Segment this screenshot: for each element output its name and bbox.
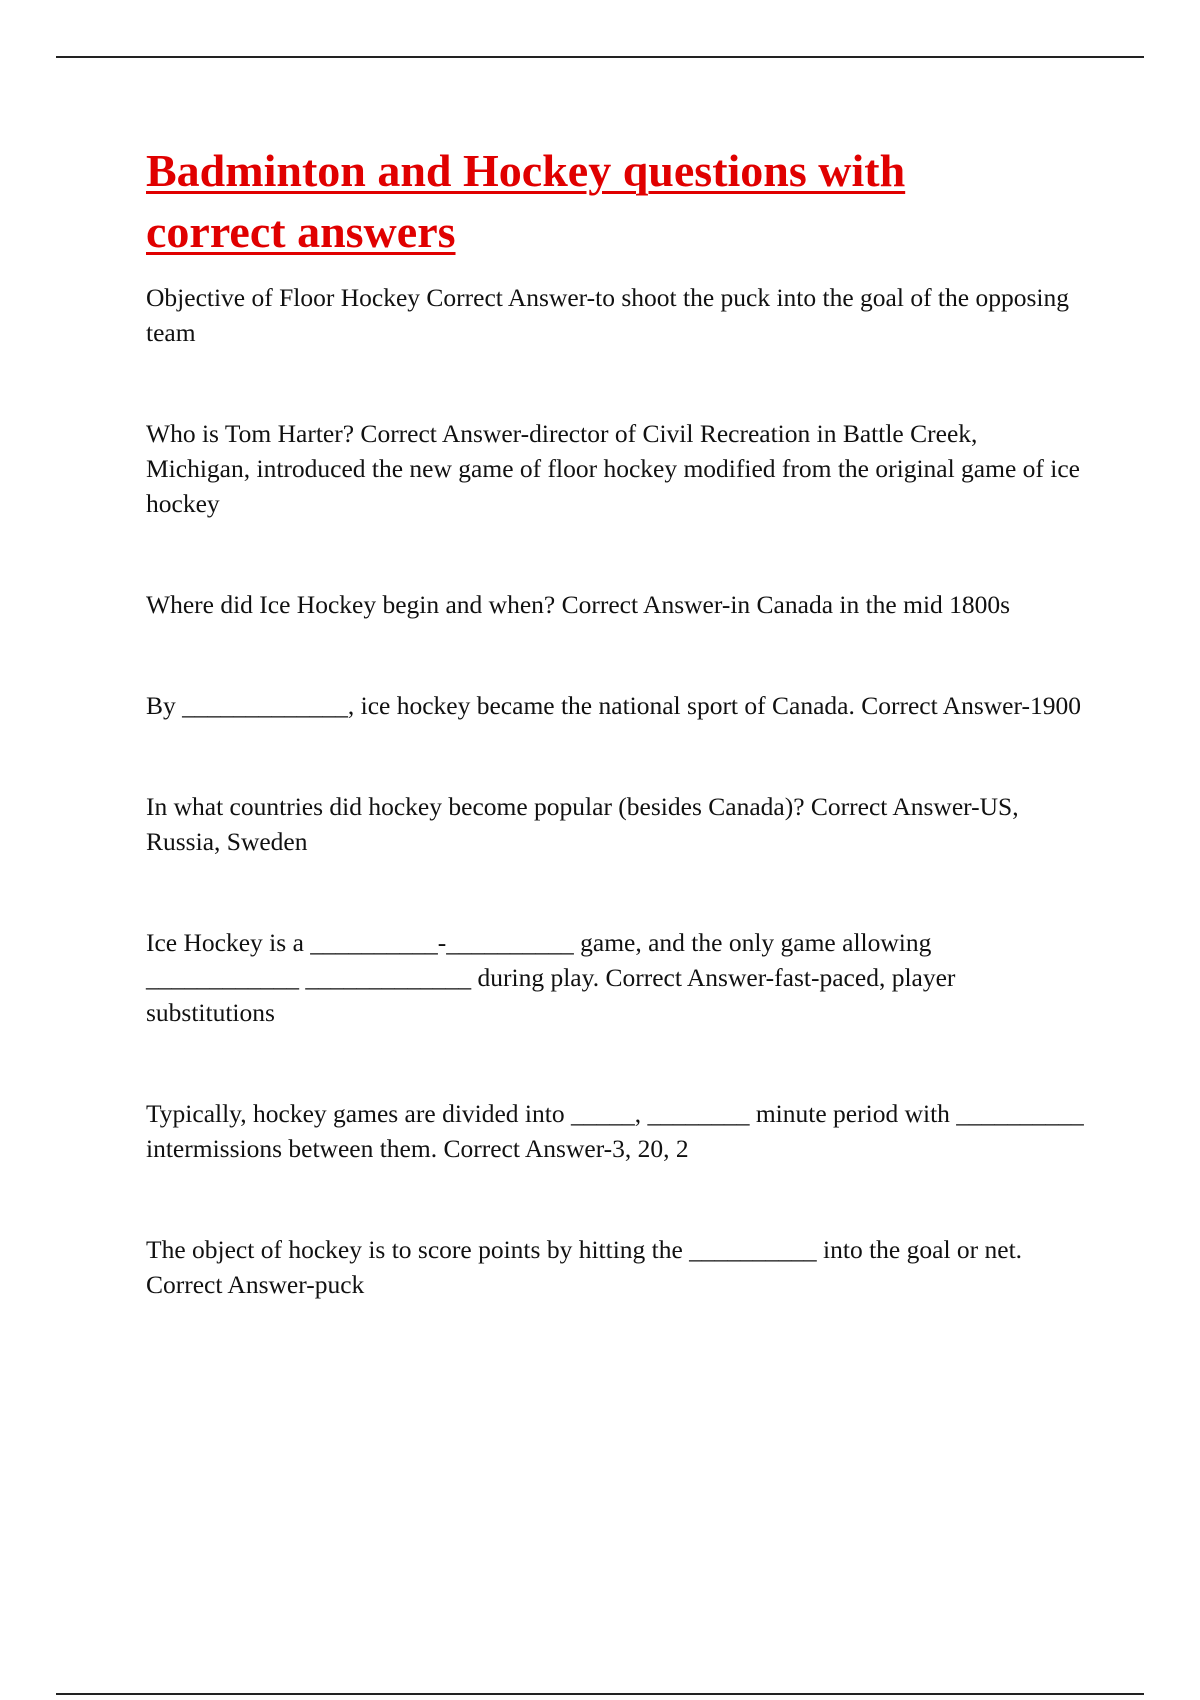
qa-item: By _____________, ice hockey became the national sport of Canada. Correct Answer-1900: [146, 691, 1081, 720]
document-body: [146, 140, 1086, 1302]
qa-item: Typically, hockey games are divided into _____, ________ minute period with __________ intermissions between them. Correct Answer-3, 20, 2: [146, 1099, 1084, 1163]
qa-item: Objective of Floor Hockey Correct Answer-to shoot the puck into the goal of the opposing team: [146, 283, 1069, 347]
qa-item: Where did Ice Hockey begin and when? Correct Answer-in Canada in the mid 1800s: [146, 590, 1011, 619]
qa-item: Ice Hockey is a __________-__________ game, and the only game allowing ____________ _____________ during play. Correct Answer-fast-paced, player substitutions: [146, 928, 956, 1027]
document-title: Badminton and Hockey questions with correct answers: [146, 145, 906, 257]
qa-item: In what countries did hockey become popular (besides Canada)? Correct Answer-US, Russia, Sweden: [146, 792, 1019, 856]
header-rule: [56, 56, 1144, 58]
qa-item: Who is Tom Harter? Correct Answer-director of Civil Recreation in Battle Creek, Michigan, introduced the new game of floor hockey modified from the original game of ice hockey: [146, 419, 1080, 518]
footer-rule: [56, 1693, 1144, 1695]
qa-item: The object of hockey is to score points by hitting the __________ into the goal or net. Correct Answer-puck: [146, 1235, 1023, 1299]
